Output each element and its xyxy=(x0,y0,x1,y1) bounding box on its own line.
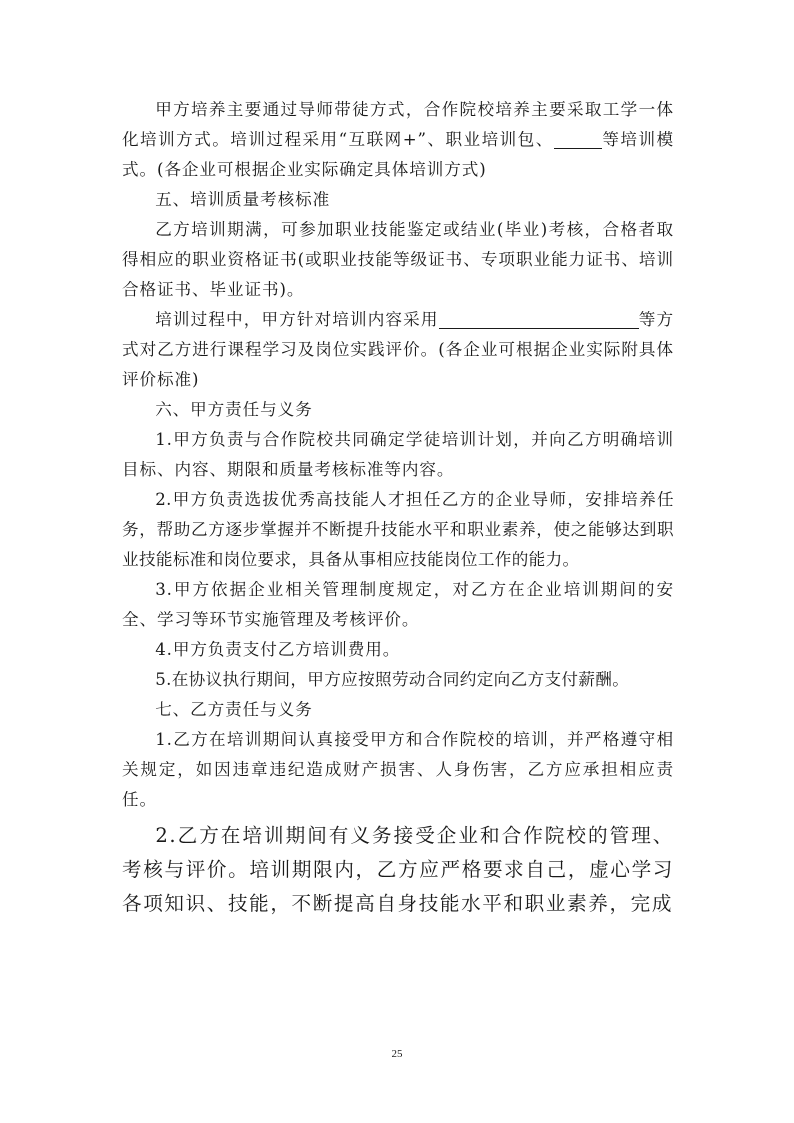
evaluation-text-cont: 等方式对乙方进行课程学习及岗位实践评价。(各企业可根据企业实际附具体评价标准) xyxy=(122,310,674,389)
party-a-item-3: 3.甲方依据企业相关管理制度规定，对乙方在企业培训期间的安全、学习等环节实施管理及考核评价。 xyxy=(122,580,674,629)
paragraph-certificate: 乙方培训期满，可参加职业技能鉴定或结业(毕业)考核，合格者取得相应的职业资格证书(或职业技能等级证书、专项职业能力证书、培训合格证书、毕业证书)。 xyxy=(122,220,674,299)
training-methods-text-cont: 等培训模式。(各企业可根据企业实际确定具体培训方式) xyxy=(122,130,674,179)
training-methods-text: 甲方培养主要通过导师带徒方式，合作院校培养主要采取工学一体化培训方式。培训过程采用“互联网+”、职业培训包、 xyxy=(122,100,674,149)
training-mode-blank xyxy=(554,128,602,149)
party-a-item-5: 5.在协议执行期间，甲方应按照劳动合同约定向乙方支付薪酬。 xyxy=(155,670,630,689)
party-b-item-1: 1.乙方在培训期间认真接受甲方和合作院校的培训，并严格遵守相关规定，如因违章违纪造成财产损害、人身伤害，乙方应承担相应责任。 xyxy=(122,730,674,809)
section-heading-6: 六、甲方责任与义务 xyxy=(155,400,313,419)
page-number: 25 xyxy=(391,1048,403,1060)
evaluation-method-blank xyxy=(439,308,639,329)
paragraph-training-methods xyxy=(122,95,674,185)
party-a-item-1: 1.甲方负责与合作院校共同确定学徒培训计划，并向乙方明确培训目标、内容、期限和质量考核标准等内容。 xyxy=(122,430,674,479)
paragraph-evaluation xyxy=(122,305,674,395)
party-a-item-2: 2.甲方负责选拔优秀高技能人才担任乙方的企业导师，安排培养任务，帮助乙方逐步掌握并不断提升技能水平和职业素养，使之能够达到职业技能标准和岗位要求，具备从事相应技能岗位工作的能力。 xyxy=(122,490,674,569)
document-body xyxy=(122,95,674,921)
party-b-item-2: 2.乙方在培训期间有义务接受企业和合作院校的管理、考核与评价。培训期限内，乙方应严格要求自己，虚心学习各项知识、技能，不断提高自身技能水平和职业素养，完成 xyxy=(122,824,674,915)
section-heading-5: 五、培训质量考核标准 xyxy=(155,190,331,209)
evaluation-text: 培训过程中，甲方针对培训内容采用 xyxy=(155,310,439,329)
party-a-item-4: 4.甲方负责支付乙方培训费用。 xyxy=(155,640,401,659)
section-heading-7: 七、乙方责任与义务 xyxy=(155,700,313,719)
